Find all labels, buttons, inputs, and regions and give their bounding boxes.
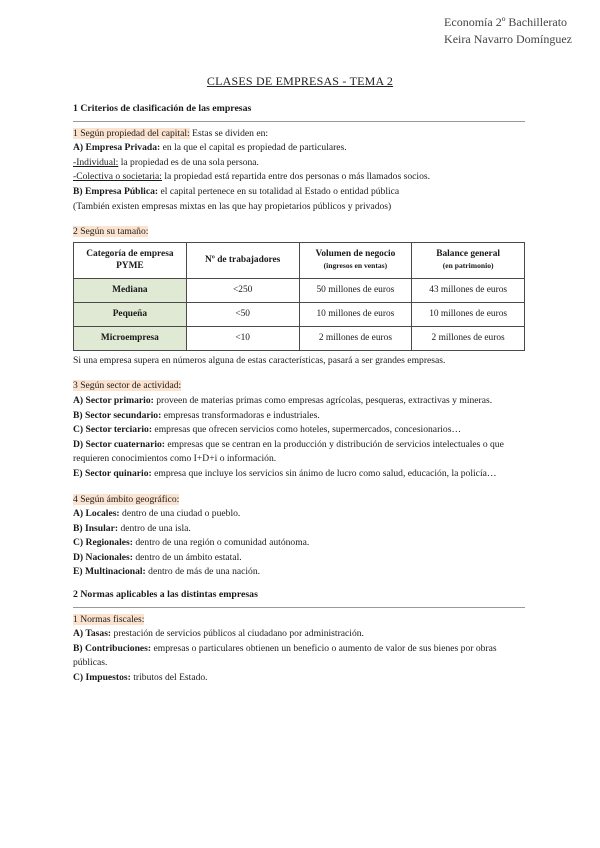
collective-text: la propiedad está repartida entre dos personas o más llamados socios. [161, 171, 430, 183]
sector-secondary-text: empresas transformadoras e industriales. [161, 409, 320, 421]
sector-label: 3 Según sector de actividad: [73, 380, 182, 392]
spacer [73, 580, 525, 588]
table-cell-balance: 2 millones de euros [412, 326, 525, 350]
sector-quinary [73, 467, 525, 482]
geo-insular-text: dentro de una isla. [118, 522, 191, 534]
table-cell-volume: 50 millones de euros [299, 278, 412, 302]
geo-multinational-text: dentro de más de una nación. [145, 566, 261, 578]
geo-insular-label: B) Insular: [73, 522, 119, 534]
individual-item [73, 156, 525, 171]
table-row [74, 278, 525, 302]
ownership-intro-text: Estas se dividen en: [189, 127, 269, 139]
divider [73, 607, 525, 608]
fiscal-contributions-label: B) Contribuciones: [73, 642, 152, 654]
document-header [444, 14, 572, 48]
sector-quaternary-label: D) Sector cuaternario: [73, 438, 165, 450]
sector-primary-text: proveen de materias primas como empresas agrícolas, pesqueras, extractivas y mineras. [153, 394, 493, 406]
size-note: Si una empresa supera en números alguna de estas características, pasará a ser grandes empresas. [73, 354, 446, 366]
geo-insular [73, 522, 525, 537]
header-balance [412, 242, 525, 278]
private-company-label: A) Empresa Privada: [73, 142, 161, 154]
fiscal-fees [73, 627, 525, 642]
table-cell-workers: <250 [186, 278, 299, 302]
geo-national-label: D) Nacionales: [73, 551, 133, 563]
header-volume [299, 242, 412, 278]
sector-tertiary-label: C) Sector terciario: [73, 424, 153, 436]
fiscal-contributions-text: empresas o particulares obtienen un beneficio o aumento de valor de sus bienes por obras públicas. [73, 642, 497, 669]
fiscal-contributions [73, 642, 525, 671]
table-cell-category: Mediana [74, 278, 187, 302]
geo-label-line [73, 493, 525, 508]
sector-quaternary [73, 438, 525, 467]
header-workers-text: Nº de trabajadores [205, 255, 281, 266]
header-balance-sub: (en patrimonio) [442, 261, 494, 271]
sector-primary-label: A) Sector primario: [73, 394, 154, 406]
geo-multinational [73, 565, 525, 580]
private-company-text: en la que el capital es propiedad de particulares. [160, 142, 347, 154]
table-cell-workers: <10 [186, 326, 299, 350]
geo-local [73, 507, 525, 522]
header-category [74, 242, 187, 278]
geo-local-label: A) Locales: [73, 508, 120, 520]
fiscal-fees-label: A) Tasas: [73, 628, 112, 640]
spacer [73, 368, 525, 379]
header-volume-text: Volumen de negocio [315, 249, 396, 260]
geo-regional [73, 536, 525, 551]
header-balance-text: Balance general [436, 249, 501, 260]
divider [73, 121, 525, 122]
public-company-text: el capital pertenece en su totalidad al Estado o entidad pública [158, 185, 400, 197]
spacer [73, 482, 525, 493]
geo-regional-label: C) Regionales: [73, 537, 133, 549]
individual-text: la propiedad es de una sola persona. [118, 156, 259, 168]
course-label: Economía 2º Bachillerato [444, 15, 568, 29]
geo-regional-text: dentro de una región o comunidad autónoma. [132, 537, 310, 549]
table-cell-balance: 43 millones de euros [412, 278, 525, 302]
section-1-heading: 1 Criterios de clasificación de las empresas [73, 103, 252, 114]
fiscal-label-line [73, 613, 525, 628]
sector-quinary-label: E) Sector quinario: [73, 467, 152, 479]
table-cell-category: Pequeña [74, 302, 187, 326]
geo-label: 4 Según ámbito geográfico: [73, 493, 180, 505]
sector-secondary [73, 409, 525, 424]
table-cell-balance: 10 millones de euros [412, 302, 525, 326]
geo-national-text: dentro de un ámbito estatal. [132, 551, 242, 563]
individual-label: -Individual: [73, 156, 119, 168]
author-name: Keira Navarro Domínguez [444, 32, 572, 46]
table-row [74, 302, 525, 326]
header-volume-sub: (ingresos en ventas) [323, 261, 388, 271]
mixed-note: (También existen empresas mixtas en las que hay propietarios públicos y privados) [73, 200, 392, 212]
table-cell-workers: <50 [186, 302, 299, 326]
fiscal-taxes-label: C) Impuestos: [73, 672, 131, 684]
sector-primary [73, 394, 525, 409]
table-cell-volume: 2 millones de euros [299, 326, 412, 350]
sector-tertiary-text: empresas que ofrecen servicios como hoteles, supermercados, concesionarios… [152, 424, 462, 436]
pyme-table [73, 242, 525, 351]
ownership-intro [73, 127, 525, 142]
private-company [73, 141, 525, 156]
header-workers [186, 242, 299, 278]
sector-quinary-text: empresa que incluye los servicios sin ánimo de lucro como salud, educación, la policía… [151, 467, 497, 479]
fiscal-label: 1 Normas fiscales: [73, 613, 145, 625]
section-2-heading: 2 Normas aplicables a las distintas empresas [73, 589, 258, 601]
geo-local-text: dentro de una ciudad o pueblo. [119, 508, 241, 520]
table-cell-volume: 10 millones de euros [299, 302, 412, 326]
spacer [73, 214, 525, 225]
table-cell-category: Microempresa [74, 326, 187, 350]
table-row [74, 326, 525, 350]
sector-tertiary [73, 423, 525, 438]
header-category-text: Categoría de empresa PYME [86, 249, 174, 272]
document-body [73, 102, 525, 686]
collective-item [73, 170, 525, 185]
public-company [73, 185, 525, 200]
size-label: 2 Según su tamaño: [73, 226, 149, 238]
sector-quaternary-text: empresas que se centran en la producción y distribución de servicios intelectuales o que requieren conocimientos como I+D+i o información. [73, 438, 504, 465]
public-company-label: B) Empresa Pública: [73, 185, 159, 197]
sector-secondary-label: B) Sector secundario: [73, 409, 162, 421]
size-label-line [73, 225, 525, 240]
collective-label: -Colectiva o societaria: [73, 171, 162, 183]
fiscal-taxes [73, 671, 525, 686]
geo-national [73, 551, 525, 566]
sector-label-line [73, 379, 525, 394]
fiscal-taxes-text: tributos del Estado. [130, 672, 208, 684]
page-title: CLASES DE EMPRESAS - TEMA 2 [206, 74, 394, 88]
table-header-row [74, 242, 525, 278]
geo-multinational-label: E) Multinacional: [73, 566, 146, 578]
fiscal-fees-text: prestación de servicios públicos al ciudadano por administración. [111, 628, 364, 640]
ownership-label: 1 Según propiedad del capital: [73, 127, 190, 139]
